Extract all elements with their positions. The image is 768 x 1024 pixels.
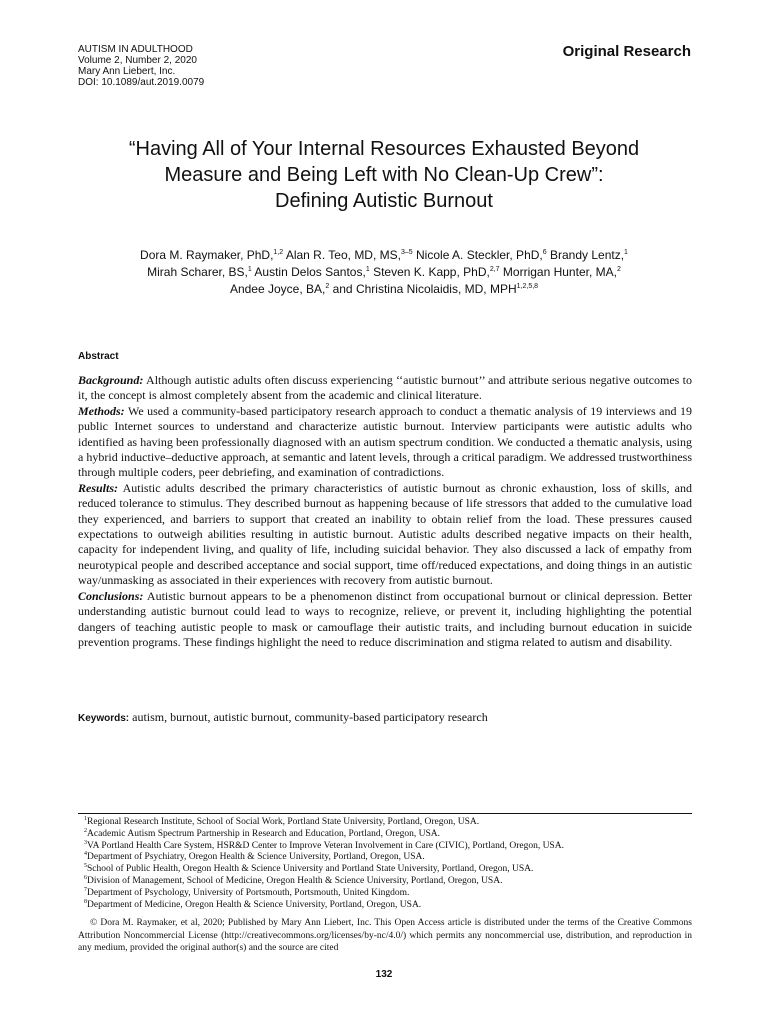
author-affiliation-marker: 1 xyxy=(365,266,370,273)
author-affiliation-marker: 2 xyxy=(616,266,621,273)
author-affiliation-marker: 2,7 xyxy=(489,266,500,273)
affiliation-number: 7 xyxy=(84,886,87,893)
affiliation-item xyxy=(84,888,564,900)
abstract-section-label: Methods: xyxy=(78,403,125,418)
journal-doi: DOI: 10.1089/aut.2019.0079 xyxy=(78,77,205,88)
abstract-section-text: Autistic burnout appears to be a phenomenon distinct from occupational burnout or clinical depression. Better understanding autistic burnout could lead to ways to recognize, relieve, or prevent it, including highlighting the potential dangers of teaching autistic people to mask or camouflage their autistic traits, and including burnout education in suicide prevention programs. These findings highlight the need to reduce discrimination and stigma related to autism and disability. xyxy=(78,588,692,649)
affiliation-number: 2 xyxy=(84,827,87,834)
abstract-section-text: Although autistic adults often discuss experiencing ‘‘autistic burnout’’ and attribute serious negative outcomes to it, the concept is almost completely absent from the academic and clinical literature. xyxy=(78,373,693,403)
affiliation-text: Academic Autism Spectrum Partnership in Research and Education, Portland, Oregon, USA. xyxy=(87,828,441,839)
affiliation-item xyxy=(84,900,564,912)
author-name: Nicole A. Steckler, PhD, xyxy=(416,248,543,262)
abstract-section-methods xyxy=(78,404,692,481)
abstract-section-label: Background: xyxy=(78,373,144,387)
author-affiliation-marker: 6 xyxy=(542,249,547,256)
author-affiliation-marker: 1,2 xyxy=(273,249,284,256)
affiliation-text: Division of Management, School of Medicine, Oregon Health & Science University, Portland, Oregon, USA. xyxy=(87,875,503,886)
affiliation-number: 5 xyxy=(84,863,87,870)
keywords xyxy=(78,710,488,726)
author-name: Dora M. Raymaker, PhD, xyxy=(140,248,274,262)
keywords-label: Keywords: xyxy=(78,713,130,724)
abstract-body xyxy=(78,373,692,650)
abstract-section-results xyxy=(78,481,692,589)
page-number: 132 xyxy=(375,969,393,980)
affiliation-item xyxy=(84,852,564,864)
affiliation-item xyxy=(84,817,564,829)
author-affiliation-marker: 1 xyxy=(247,266,252,273)
author-affiliation-marker: 2 xyxy=(325,283,330,290)
affiliation-item xyxy=(84,864,564,876)
affiliation-item xyxy=(84,841,564,853)
affiliation-text: VA Portland Health Care System, HSR&D Center to Improve Veteran Involvement in Care (CIVIC), Portland, Oregon, USA. xyxy=(87,840,564,851)
title-line: Measure and Being Left with No Clean-Up Crew”: xyxy=(164,164,604,186)
author-name: Andee Joyce, BA, xyxy=(229,282,326,296)
abstract-section-text: We used a community-based participatory research approach to conduct a thematic analysis of 19 interviews and 19 public Internet sources to understand and characterize autistic burnout. Interview participants were autistic adults who identified as having been professionally diagnosed with an autism spectrum condition. We conducted a thematic analysis, using a hybrid inductive–deductive approach, at semantic and latent levels, through a critical paradigm. We addressed trustworthiness through multiple coders, peer debriefing, and examination of contradictions. xyxy=(78,403,692,480)
affiliation-text: Department of Psychology, University of Portsmouth, Portsmouth, United Kingdom. xyxy=(87,887,410,898)
author-name: Alan R. Teo, MD, MS, xyxy=(285,248,401,262)
affiliation-number: 1 xyxy=(84,815,87,822)
affiliation-number: 8 xyxy=(84,898,87,905)
author-affiliation-marker: 1 xyxy=(624,249,628,256)
author-affiliation-marker: 3–5 xyxy=(400,249,413,256)
abstract-heading: Abstract xyxy=(78,351,119,362)
affiliation-number: 4 xyxy=(84,851,87,858)
author-name: Mirah Scharer, BS, xyxy=(147,265,248,279)
author-name: Morrigan Hunter, MA, xyxy=(502,265,617,279)
keywords-text: autism, burnout, autistic burnout, community-based participatory research xyxy=(132,710,488,724)
author-list xyxy=(40,247,728,298)
journal-volume: Volume 2, Number 2, 2020 xyxy=(78,55,197,66)
footnote-divider xyxy=(78,813,692,814)
license-notice: © Dora M. Raymaker, et al, 2020; Published by Mary Ann Liebert, Inc. This Open Access article is distributed under the terms of the Creative Commons Attribution Noncommercial License (http://creativecommons.org/licenses/by-nc/4.0/) which permits any noncommercial use, distribution, and reproduction in any medium, provided the original author(s) and the source are cited xyxy=(78,918,692,953)
abstract-section-background xyxy=(78,373,692,404)
affiliation-list xyxy=(84,817,564,911)
title-line: “Having All of Your Internal Resources Exhausted Beyond xyxy=(128,138,640,160)
abstract-section-text: Autistic adults described the primary characteristics of autistic burnout as chronic exhaustion, loss of skills, and reduced tolerance to stimulus. They described burnout as happening because of life stressors that added to the cumulative load they experienced, and barriers to support that created an inability to obtain relief from the load. These pressures caused expectations to outweigh abilities resulting in autistic burnout. Autistic adults described negative impacts on their health, capacity for independent living, and quality of life, including suicidal behavior. They also discussed a lack of empathy from neurotypical people and described acceptance and social support, time off/reduced expectations, and doing things in an autistic way/unmasking as associated in their experiences with recovery from autistic burnout. xyxy=(78,480,693,588)
journal-publisher: Mary Ann Liebert, Inc. xyxy=(78,66,176,77)
abstract-section-conclusions xyxy=(78,589,692,651)
affiliation-text: Department of Medicine, Oregon Health & Science University, Portland, Oregon, USA. xyxy=(87,899,422,910)
author-affiliation-marker: 1,2,5,8 xyxy=(516,283,539,290)
title-line: Defining Autistic Burnout xyxy=(275,190,493,212)
affiliation-item xyxy=(84,829,564,841)
affiliation-text: Regional Research Institute, School of Social Work, Portland State University, Portland, Oregon, USA. xyxy=(87,817,480,827)
section-label: Original Research xyxy=(562,43,691,60)
abstract-section-label: Results: xyxy=(78,480,119,495)
abstract-section-label: Conclusions: xyxy=(78,588,144,603)
author-separator: and xyxy=(329,282,356,296)
affiliation-number: 6 xyxy=(84,874,87,881)
journal-info xyxy=(78,44,204,88)
author-name: Steven K. Kapp, PhD, xyxy=(373,265,490,279)
author-name: Christina Nicolaidis, MD, MPH xyxy=(355,282,517,296)
affiliation-text: Department of Psychiatry, Oregon Health & Science University, Portland, Oregon, USA. xyxy=(87,852,425,863)
journal-name: AUTISM IN ADULTHOOD xyxy=(78,44,193,55)
author-name: Brandy Lentz, xyxy=(550,248,625,262)
affiliation-number: 3 xyxy=(84,839,87,846)
author-name: Austin Delos Santos, xyxy=(254,265,366,279)
paper-title xyxy=(60,136,708,214)
affiliation-text: School of Public Health, Oregon Health & Science University and Portland State University, Portland, Oregon, USA. xyxy=(87,864,534,875)
affiliation-item xyxy=(84,876,564,888)
